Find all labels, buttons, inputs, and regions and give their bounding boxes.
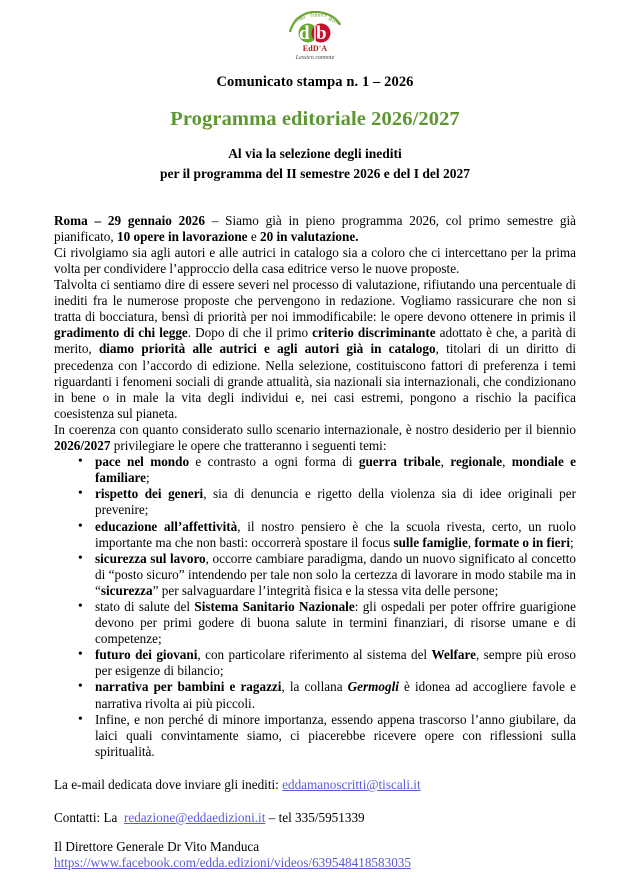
theme-pace-nel-mondo-part-7: ;: [146, 470, 150, 486]
theme-educazione-all-affettivita-part-5: ;: [569, 534, 574, 550]
logo-subtext: EdD'A: [302, 44, 328, 53]
theme-pace-nel-mondo-part-2: guerra tribale: [358, 454, 441, 470]
theme-spiritualita-part-0: Infine, e non perché di minore importanza, essendo appena trascorso l’anno giubilare, da laici quali convintamente siamo, ci piacerebbe ricevere opere con riflessioni sulla spiritualità.: [95, 711, 576, 759]
theme-narrativa-per-bambini-e-ragazzi-part-2: Germogli: [347, 679, 399, 695]
criteria-reader-approval: gradimento di chi legge: [54, 325, 188, 341]
contacts-label: Contatti: La: [54, 810, 118, 826]
theme-educazione-all-affettivita-part-4: formate o in fieri: [474, 534, 570, 550]
facebook-video-link[interactable]: https://www.facebook.com/edda.edizioni/videos/639548418583035: [54, 855, 411, 871]
works-in-evaluation: 20 in valutazione.: [259, 228, 359, 244]
theme-futuro-dei-giovani-part-2: Welfare: [431, 647, 476, 663]
theme-educazione-all-affettivita-part-3: ,: [467, 534, 475, 550]
theme-item-sistema-sanitario-nazionale: [54, 599, 576, 647]
criteria-discriminating: criterio discriminante: [312, 325, 436, 341]
logo-letters-db-icon: [295, 19, 335, 43]
contacts-line: [54, 810, 576, 826]
svg-text:b: b: [316, 23, 327, 43]
svg-text:Roma: Roma: [327, 16, 342, 27]
theme-item-educazione-all-affettivita: [54, 519, 576, 551]
theme-educazione-all-affettivita-part-2: sulle famiglie: [393, 534, 468, 550]
theme-sicurezza-sul-lavoro-part-3: ” per salvaguardare l’integrità fisica e la stessa vita delle persone;: [152, 582, 499, 598]
theme-narrativa-per-bambini-e-ragazzi-part-3: è idonea ad accogliere favole e narrativa rivolta ai più piccoli.: [95, 679, 576, 711]
logo-block: [54, 0, 576, 65]
body-text: [54, 213, 576, 760]
theme-pace-nel-mondo-part-6: mondiale e familiare: [95, 454, 577, 486]
theme-pace-nel-mondo-part-1: e contrasto a ogni forma di: [189, 454, 359, 470]
subtitle-line-1: Al via la selezione degli inediti: [228, 145, 402, 161]
theme-item-rispetto-dei-generi: [54, 486, 576, 518]
spacer: [54, 793, 576, 810]
paragraph-criteria-a: Talvolta ci sentiamo dire di essere severi nel processo di valutazione, rifiutando una percentuale di inediti fra le numerose proposte che pervengono in redazione. Vogliamo rassicurare che non si tratta di bocciatura, bensì di priorità per noi immodificabile: le opere devono ottenere in primis il: [54, 277, 576, 325]
theme-narrativa-per-bambini-e-ragazzi-part-0: narrativa per bambini e ragazzi: [95, 679, 282, 695]
paragraph-audience: Ci rivolgiamo sia agli autori e alle autrici in catalogo sia a coloro che ci intercettano per la prima volta per condividere l’approccio della casa editrice verso le nuove proposte.: [54, 244, 576, 277]
director-signature: Il Direttore Generale Dr Vito Manduca: [54, 839, 260, 855]
paragraph-themes-intro: [54, 422, 576, 454]
submissions-label: La e-mail dedicata dove inviare gli inediti:: [54, 776, 283, 792]
theme-pace-nel-mondo-part-3: ,: [440, 454, 451, 470]
theme-pace-nel-mondo-part-4: regionale: [450, 454, 503, 470]
theme-educazione-all-affettivita-part-1: , il nostro pensiero è che la scuola rivesta, certo, un ruolo importante ma che non basti: occorrerà spostare il focus: [95, 518, 576, 550]
theme-futuro-dei-giovani-part-0: futuro dei giovani: [95, 647, 198, 663]
theme-sicurezza-sul-lavoro-part-0: sicurezza sul lavoro: [95, 550, 206, 566]
page-title: Programma editoriale 2026/2027: [170, 108, 460, 130]
paragraph-intro: [54, 213, 576, 245]
paragraph-criteria-b: . Dopo di che il primo: [187, 325, 313, 341]
svg-text:d: d: [299, 23, 310, 43]
works-in-progress: 10 opere in lavorazione: [116, 228, 248, 244]
theme-futuro-dei-giovani-part-1: , con particolare riferimento al sistema del: [197, 647, 432, 663]
theme-rispetto-dei-generi-part-0: rispetto dei generi: [95, 486, 204, 502]
paragraph-intro-b: e: [247, 228, 260, 244]
theme-sistema-sanitario-nazionale-part-0: stato di salute del: [95, 598, 195, 614]
theme-sistema-sanitario-nazionale-part-1: Sistema Sanitario Nazionale: [194, 598, 355, 614]
theme-narrativa-per-bambini-e-ragazzi-part-1: , la collana: [281, 679, 348, 695]
spacer-2: [54, 826, 576, 839]
paragraph-intro-a: – Siamo già in pieno programma 2026, col primo semestre già pianificato,: [54, 212, 577, 244]
paragraph-criteria-c: adottato è che, a parità di merito,: [54, 325, 576, 357]
theme-sicurezza-sul-lavoro-part-2: sicurezza: [100, 582, 153, 598]
themes-list: [54, 454, 576, 760]
submissions-email-link[interactable]: eddamanoscritti@tiscali.it: [282, 776, 421, 792]
theme-item-spiritualita: [54, 712, 576, 760]
theme-item-futuro-dei-giovani: [54, 647, 576, 679]
phone-number: – tel 335/5951339: [265, 810, 365, 826]
paragraph-criteria: [54, 277, 576, 422]
theme-sistema-sanitario-nazionale-part-2: : gli ospedali per poter offrire guarigione devono per primi godere di buona salute in termini finanziari, di risorse umane e di competenze;: [95, 598, 576, 647]
logo-tagline: Lessico connote: [295, 55, 335, 61]
press-release-number: Comunicato stampa n. 1 – 2026: [216, 74, 414, 90]
paragraph-criteria-d: , titolari di un diritto di precedenza con l’accordo di edizione. Nella selezione, costituiscono fattori di preferenza i temi riguardanti i fenomeni sociali di grande attualità, sia nazionali sia internazionali, che condizionano in bene o in male la vita degli individui e, nei casi estremi, pongono a rischio la pacifica coesistenza sul pianeta.: [54, 341, 576, 421]
theme-educazione-all-affettivita-part-0: educazione all’affettività: [95, 518, 238, 534]
svg-text:Casa: Casa: [294, 14, 307, 24]
theme-item-sicurezza-sul-lavoro: [54, 551, 576, 599]
submissions-line: [54, 777, 576, 793]
edda-edizioni-logo: [282, 11, 348, 65]
biennium-label: 2026/2027: [54, 438, 111, 454]
theme-sicurezza-sul-lavoro-part-1: , occorre cambiare paradigma, dando un nuovo significato al concetto di “posto sicuro” intendendo per tale non solo la certezza di lavorare in modo stabile ma in “: [95, 550, 576, 598]
theme-pace-nel-mondo-part-0: pace nel mondo: [95, 454, 190, 470]
dateline: Roma – 29 gennaio 2026: [54, 212, 205, 228]
subtitle-line-2: per il programma del II semestre 2026 e del I del 2027: [159, 165, 471, 181]
criteria-catalog-priority: diamo priorità alle autrici e agli autori già in catalogo: [98, 341, 436, 357]
theme-item-pace-nel-mondo: [54, 454, 576, 486]
svg-text:Editrice: Editrice: [310, 12, 328, 19]
paragraph-themes-intro-a: In coerenza con quanto considerato sullo scenario internazionale, è nostro desiderio per il biennio: [54, 421, 576, 437]
footer-contacts: [54, 777, 576, 871]
editorial-email-link[interactable]: redazione@eddaedizioni.it: [123, 810, 266, 826]
theme-futuro-dei-giovani-part-3: , sempre più eroso per esigenze di bilancio;: [95, 647, 576, 679]
theme-rispetto-dei-generi-part-1: , sia di denuncia e rigetto della violenza sia di idee originali per prevenire;: [95, 486, 576, 518]
theme-pace-nel-mondo-part-5: ,: [502, 454, 512, 470]
theme-item-narrativa-per-bambini-e-ragazzi: [54, 679, 576, 711]
paragraph-themes-intro-b: privilegiare le opere che tratteranno i seguenti temi:: [110, 438, 387, 454]
facebook-line: [54, 855, 576, 871]
